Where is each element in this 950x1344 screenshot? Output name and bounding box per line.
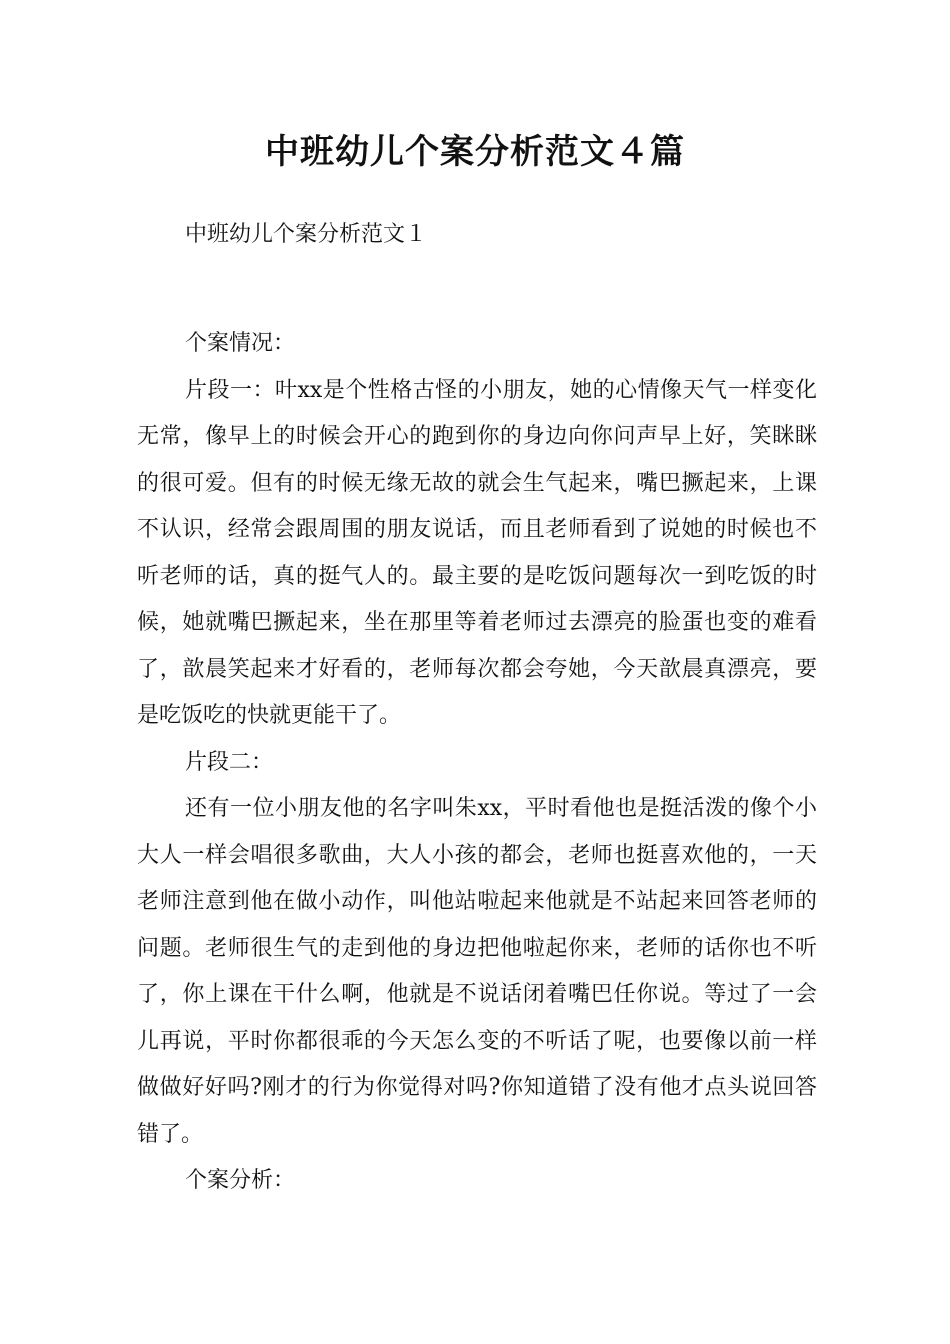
document-subtitle: 中班幼儿个案分析范文１ [185, 222, 428, 247]
paragraph-fragment-two: 还有一位小朋友他的名字叫朱xx，平时看他也是挺活泼的像个小大人一样会唱很多歌曲，大人小孩的都会，老师也挺喜欢他的，一天老师注意到他在做小动作，叫他站啦起来他就是不站起来回答老师的问题。老师很生气的走到他的身边把他啦起你来，老师的话你也不听了，你上课在干什么啊，他就是不说话闭着嘴巴任你说。等过了一会儿再说，平时你都很乖的今天怎么变的不听话了呢，也要像以前一样做做好好吗?刚才的行为你觉得对吗?你知道错了没有他才点头说回答错了。 [137, 796, 817, 1147]
section-spacer [137, 258, 817, 321]
paragraph-fragment-one: 片段一：叶xx是个性格古怪的小朋友，她的心情像天气一样变化无常，像早上的时候会开心的跑到你的身边向你问声早上好，笑眯眯的很可爱。但有的时候无缘无故的就会生气起来，嘴巴撅起来，上课不认识，经常会跟周围的朋友说话，而且老师看到了说她的时候也不听老师的话，真的挺气人的。最主要的是吃饭问题每次一到吃饭的时候，她就嘴巴撅起来，坐在那里等着老师过去漂亮的脸蛋也变的难看了，歆晨笑起来才好看的，老师每次都会夸她，今天歆晨真漂亮，要是吃饭吃的快就更能干了。 [137, 377, 817, 728]
section-heading-case-situation: 个案情况： [185, 331, 296, 356]
document-title: 中班幼儿个案分析范文４篇 [265, 132, 685, 172]
section-heading-case-analysis: 个案分析： [185, 1168, 296, 1193]
section-heading-fragment-two: 片段二： [185, 749, 274, 775]
document-body [137, 212, 817, 1205]
